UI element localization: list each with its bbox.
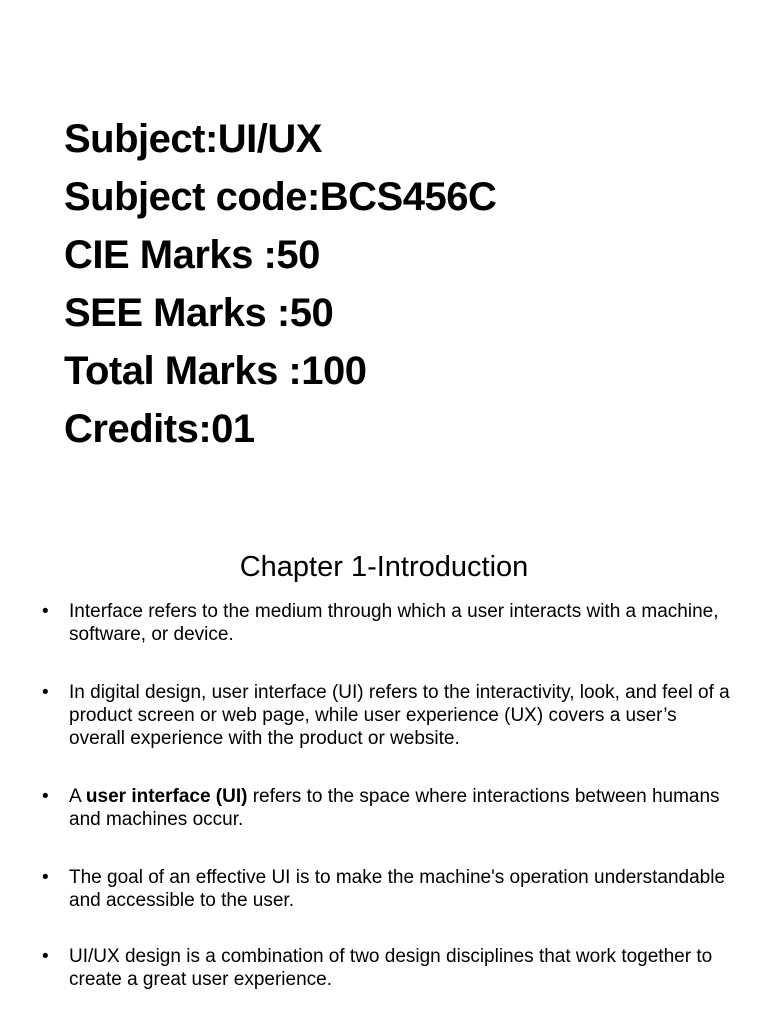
credits-line: Credits:01 — [64, 407, 255, 451]
bullet-list — [42, 600, 732, 991]
total-marks-line: Total Marks :100 — [64, 349, 367, 393]
bullet-dot: • — [42, 867, 49, 888]
course-info-list — [64, 110, 496, 458]
bullet-item — [42, 866, 732, 912]
introduction-slide — [0, 512, 768, 1024]
bullet-text-after: In digital design, user interface (UI) refers to the interactivity, look, and feel of a product screen or web page, while user experience (UX) covers a user’s overall experience with the product or website. — [69, 682, 730, 749]
subject-code-line: Subject code:BCS456C — [64, 175, 497, 219]
bullet-dot: • — [42, 946, 49, 967]
bullet-dot: • — [42, 682, 49, 703]
subject-line: Subject:UI/UX — [64, 117, 322, 161]
bullet-text-after: UI/UX design is a combination of two design disciplines that work together to create a great user experience. — [69, 946, 713, 990]
bullet-item — [42, 785, 732, 831]
bullet-item — [42, 600, 732, 646]
bullet-text-after: Interface refers to the medium through which a user interacts with a machine, software, or device. — [69, 601, 719, 645]
bullet-text-before: A — [69, 786, 86, 807]
bullet-dot: • — [42, 786, 49, 807]
see-marks-line: SEE Marks :50 — [64, 291, 334, 335]
bullet-dot: • — [42, 601, 49, 622]
bullet-text-after: refers to the space where interactions between humans and machines occur. — [69, 786, 720, 830]
chapter-title: Chapter 1-Introduction — [239, 551, 529, 583]
bullet-text-after: The goal of an effective UI is to make the machine's operation understandable and accessible to the user. — [69, 867, 726, 911]
cie-marks-line: CIE Marks :50 — [64, 233, 320, 277]
bullet-item — [42, 945, 732, 991]
bullet-item — [42, 681, 732, 750]
bullet-text-bold: user interface (UI) — [85, 786, 248, 807]
